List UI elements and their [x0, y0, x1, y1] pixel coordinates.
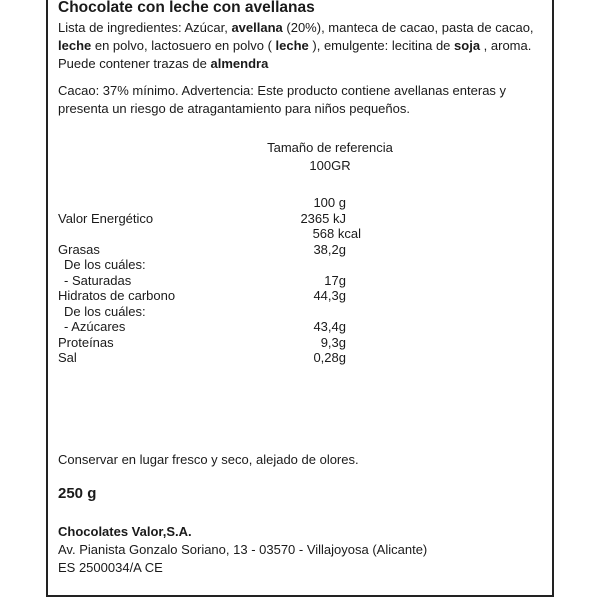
company-registry: ES 2500034/A CE: [58, 560, 163, 575]
ingredient-text: ), emulgente: lecitina de: [308, 38, 455, 53]
nutrient-label: De los cuáles:: [64, 257, 146, 272]
ingredients-list: [58, 19, 548, 73]
nutrient-label: - Saturadas: [64, 272, 132, 288]
ingredient-text: (20%), manteca de cacao, pasta de cacao,: [282, 20, 534, 35]
allergen-text: almendra: [210, 56, 269, 71]
product-title: Chocolate con leche con avellanas: [58, 0, 315, 16]
net-weight: 250 g: [58, 485, 97, 502]
nutrient-label: De los cuáles:: [64, 303, 146, 319]
nutrient-label: - Azúcares: [64, 319, 126, 334]
allergen-text: leche: [275, 38, 309, 53]
ingredient-text: , aroma. Puede contener trazas de: [58, 38, 532, 71]
nutrient-label: Proteínas: [58, 334, 114, 350]
nutrient-value: 9,3g: [320, 334, 346, 350]
reference-size: [48, 139, 552, 175]
company-address: Av. Pianista Gonzalo Soriano, 13 - 03570 - Villajoyosa (Alicante): [58, 542, 428, 557]
nutrient-value: 0,28g: [313, 350, 346, 365]
nutrition-header-value: 100 g: [313, 195, 346, 210]
reference-label: Tamaño de referencia: [267, 140, 393, 155]
allergen-text: avellana: [231, 20, 283, 35]
storage-instructions: Conservar en lugar fresco y seco, alejado de olores.: [58, 452, 359, 467]
cacao-warning: Cacao: 37% mínimo. Advertencia: Este producto contiene avellanas enteras y presenta un riesgo de atragantamiento para niños pequeños.: [58, 83, 507, 116]
nutrient-value: 2365 kJ: [300, 210, 346, 226]
reference-value: 100GR: [309, 158, 351, 173]
allergen-text: soja: [454, 38, 481, 53]
nutrient-value: 43,4g: [313, 319, 346, 334]
nutrient-label: Valor Energético: [58, 210, 154, 226]
allergen-text: leche: [58, 38, 92, 53]
company-name: Chocolates Valor,S.A.: [58, 524, 192, 539]
nutrient-label: Sal: [58, 350, 77, 365]
ingredient-text: en polvo, lactosuero en polvo (: [91, 38, 276, 53]
nutrient-label: Grasas: [58, 241, 100, 257]
nutrient-value: 44,3g: [313, 288, 346, 303]
nutrient-value: 17g: [324, 272, 346, 288]
company-info: [58, 523, 427, 577]
ingredient-text: Lista de ingredientes: Azúcar,: [58, 20, 232, 35]
nutrient-value: 38,2g: [313, 241, 346, 257]
nutrient-value: 568 kcal: [312, 226, 361, 241]
nutrient-label: Hidratos de carbono: [58, 288, 176, 303]
product-label: [46, 0, 554, 597]
